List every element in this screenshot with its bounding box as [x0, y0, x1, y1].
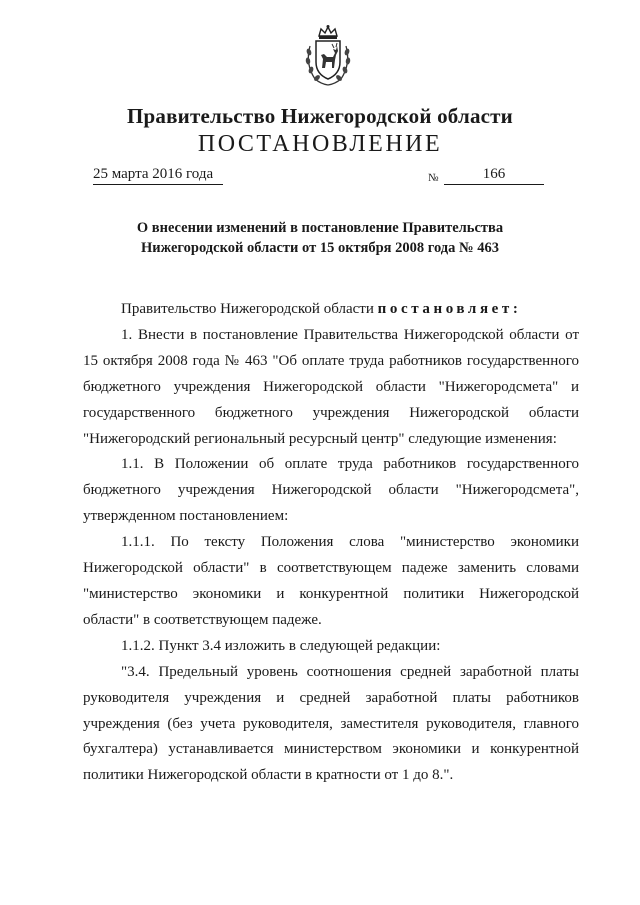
coat-of-arms-emblem	[303, 24, 353, 86]
body-paragraph: "3.4. Предельный уровень соотношения средней заработной платы руководителя учреждения и средней заработной платы работников учреждения (без учета руководителя, заместителя руководителя, главного бухгалтера) устанавливается министерством экономики и конкурентной политики Нижегородской области в кратности от 1 до 8.".	[83, 663, 579, 784]
organization-name: Правительство Нижегородской области	[127, 104, 513, 128]
document-body	[83, 297, 579, 789]
body-paragraph: 1. Внести в постановление Правительства Нижегородской области от 15 октября 2008 года № 463 "Об оплате труда работников государственного бюджетного учреждения Нижегородской области "Нижегородсмета" и государственного бюджетного учреждения Нижегородской области "Нижегородский региональный ресурсный центр" следующие изменения:	[83, 326, 579, 447]
intro-decree-word: постановляет:	[377, 301, 522, 317]
intro-paragraph	[83, 297, 579, 323]
document-subject	[100, 218, 540, 258]
body-paragraph: 1.1.2. Пункт 3.4 изложить в следующей редакции:	[121, 637, 441, 654]
subject-line-1: О внесении изменений в постановление Правительства	[136, 220, 504, 236]
body-paragraph: 1.1. В Положении об оплате труда работников государственного бюджетного учреждения Нижегородской области "Нижегородсмета", утвержденном постановлением:	[83, 456, 579, 525]
subject-line-2: Нижегородской области от 15 октября 2008 года № 463	[141, 240, 499, 256]
body-paragraph: 1.1.1. По тексту Положения слова "министерство экономики Нижегородской области" в соответствующем падеже заменить словами "министерство экономики и конкурентной политики Нижегородской области" в соответствующем падеже.	[83, 534, 579, 628]
document-number: 166	[444, 166, 544, 185]
number-label: №	[428, 172, 439, 184]
intro-text: Правительство Нижегородской области	[121, 301, 378, 317]
document-type-title: ПОСТАНОВЛЕНИЕ	[197, 131, 443, 157]
document-date: 25 марта 2016 года	[93, 166, 223, 185]
